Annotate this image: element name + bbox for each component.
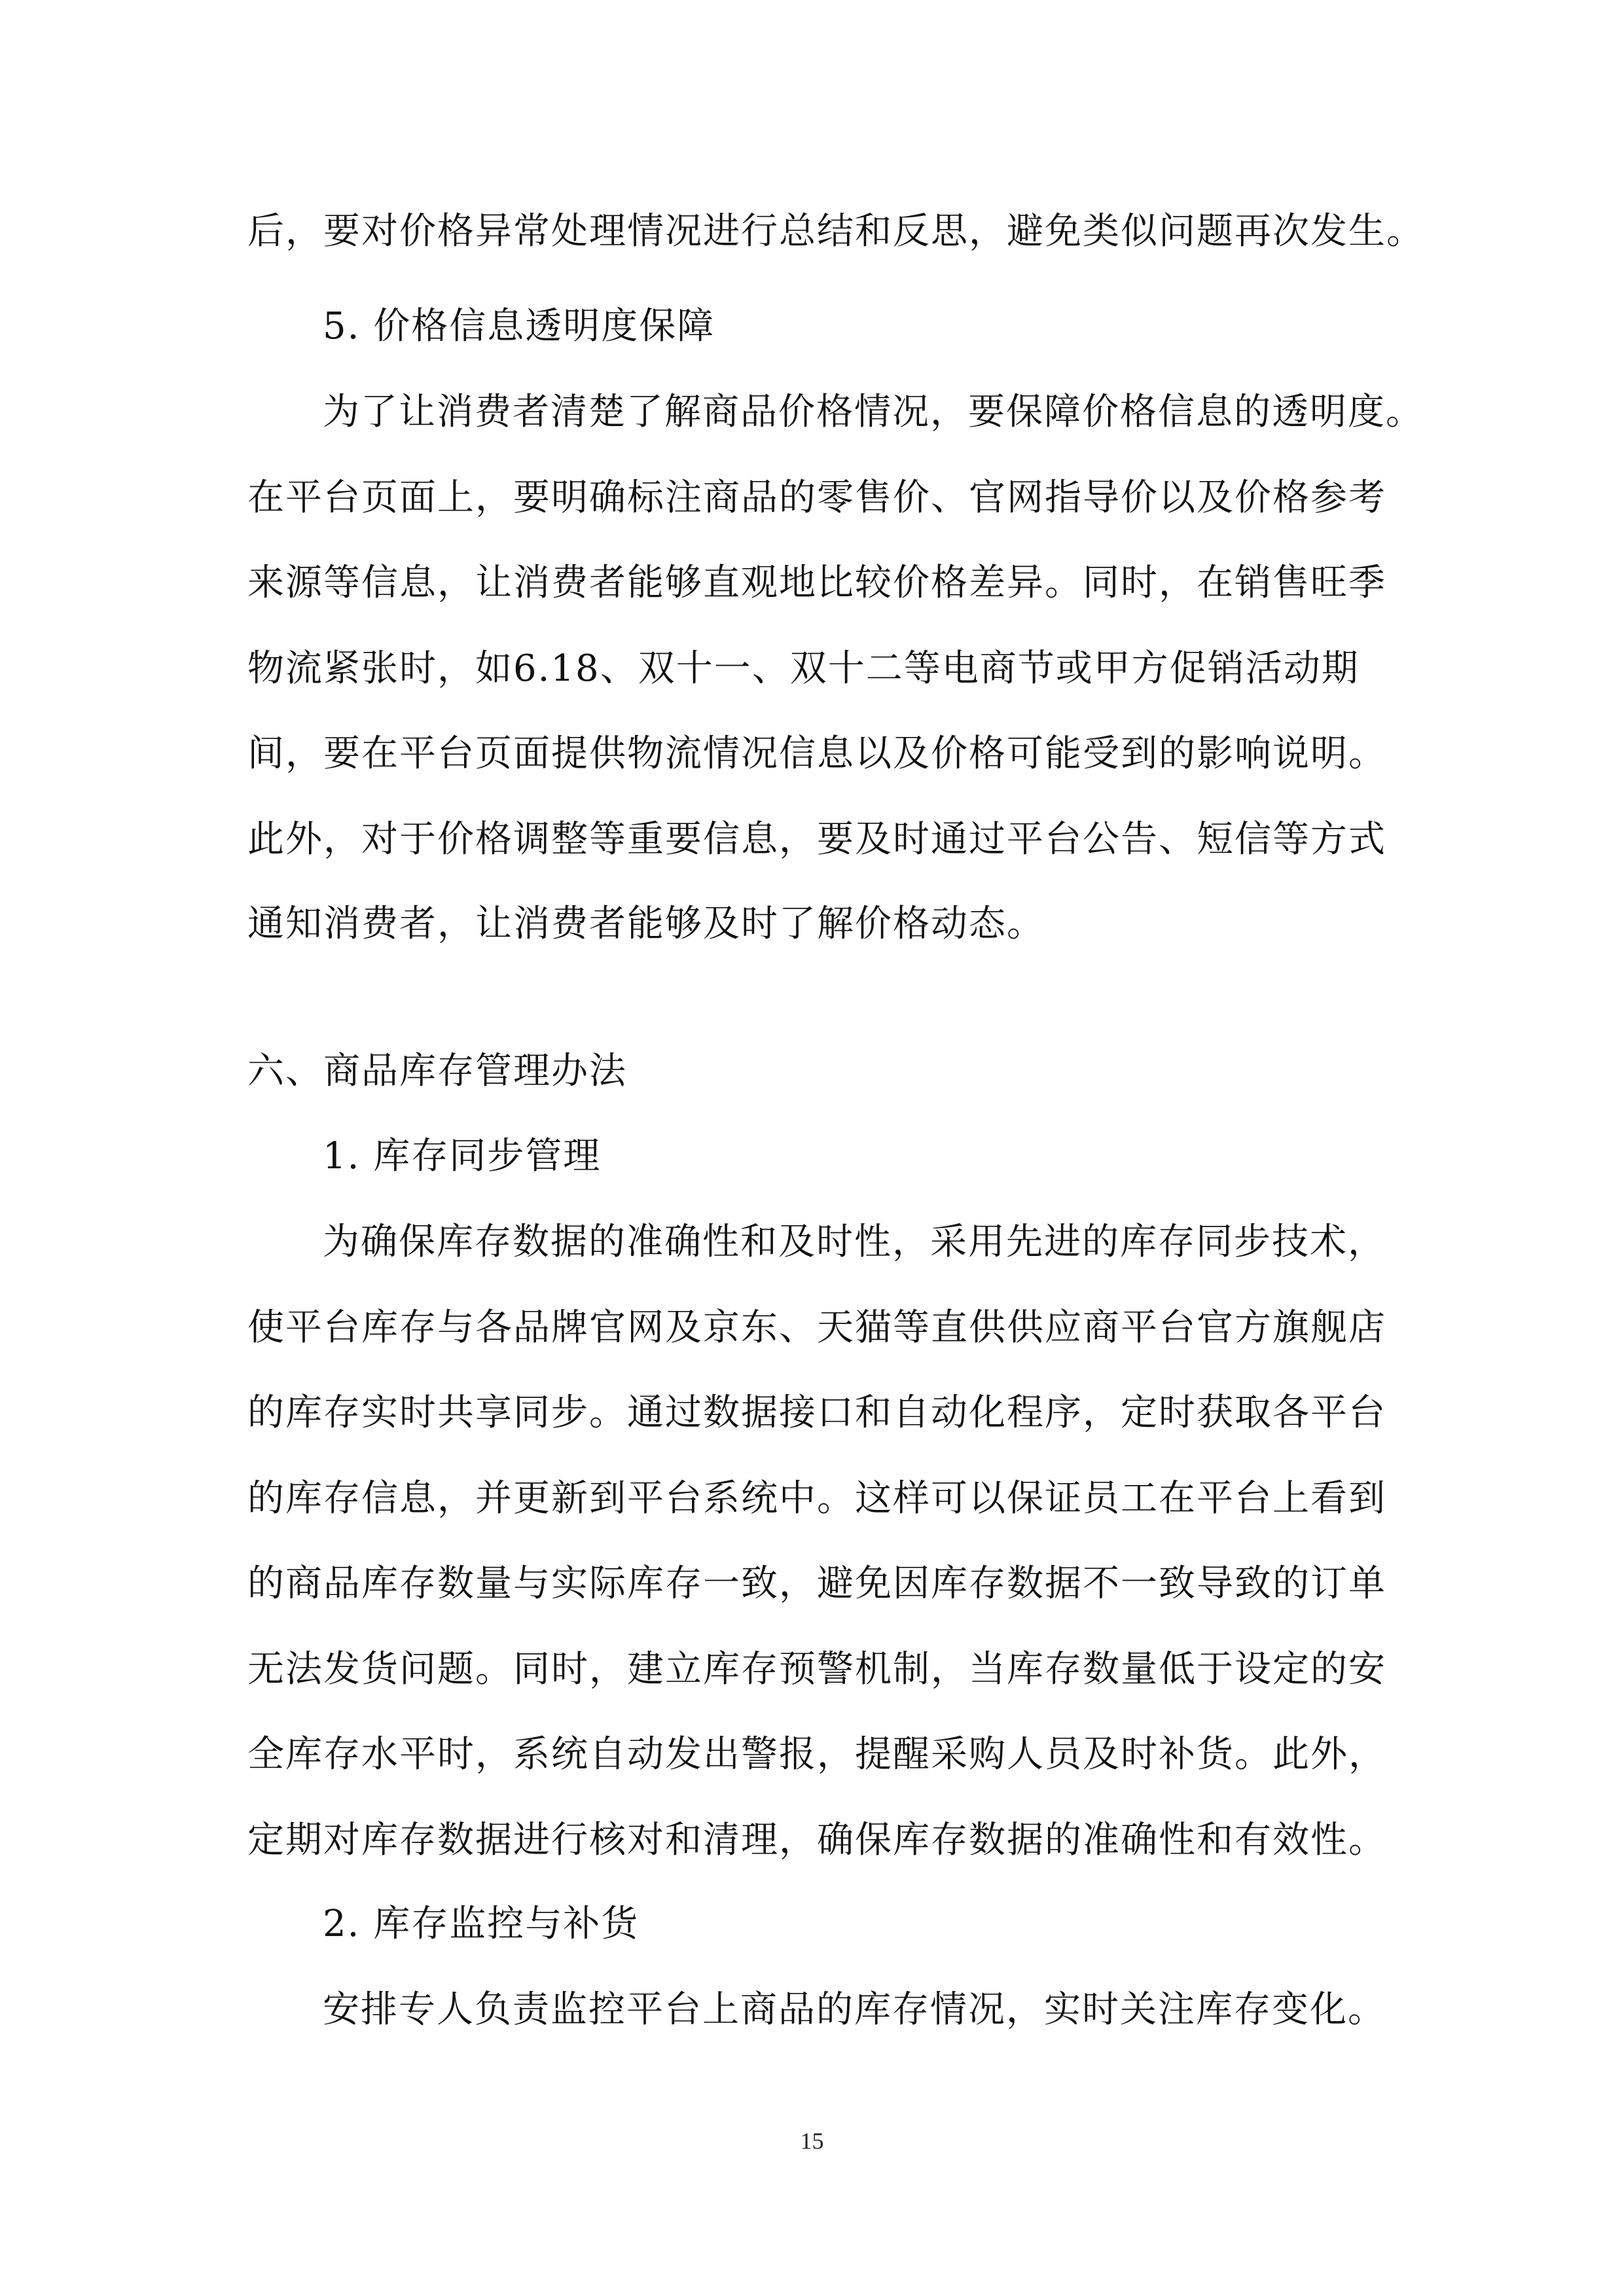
- chapter-title: 六、商品库存管理办法: [247, 1050, 627, 1092]
- paragraph-line: 在平台页面上，要明确标注商品的零售价、官网指导价以及价格参考: [247, 476, 1386, 519]
- paragraph-line: 全库存水平时，系统自动发出警报，提醒采购人员及时补货。此外，: [247, 1733, 1386, 1776]
- paragraph-line: 来源等信息，让消费者能够直观地比较价格差异。同时，在销售旺季: [247, 562, 1386, 604]
- paragraph-line: 的商品库存数量与实际库存一致，避免因库存数据不一致导致的订单: [247, 1562, 1386, 1605]
- paragraph-line: 间，要在平台页面提供物流情况信息以及价格可能受到的影响说明。: [247, 732, 1386, 775]
- paragraph-line: 为确保库存数据的准确性和及时性，采用先进的库存同步技术，: [323, 1221, 1386, 1263]
- paragraph-line: 为了让消费者清楚了解商品价格情况，要保障价格信息的透明度。: [323, 391, 1424, 433]
- paragraph-line: 定期对库存数据进行核对和清理，确保库存数据的准确性和有效性。: [247, 1819, 1386, 1861]
- paragraph-line: 的库存信息，并更新到平台系统中。这样可以保证员工在平台上看到: [247, 1477, 1386, 1520]
- paragraph-line: 使平台库存与各品牌官网及京东、天猫等直供供应商平台官方旗舰店: [247, 1306, 1386, 1349]
- paragraph-line: 的库存实时共享同步。通过数据接口和自动化程序，定时获取各平台: [247, 1391, 1386, 1434]
- section-heading: 2. 库存监控与补货: [323, 1903, 640, 1945]
- section-heading: 5. 价格信息透明度保障: [323, 305, 715, 348]
- paragraph-line: 此外，对于价格调整等重要信息，要及时通过平台公告、短信等方式: [247, 818, 1386, 861]
- paragraph-line: 安排专人负责监控平台上商品的库存情况，实时关注库存变化。: [323, 1988, 1386, 2031]
- paragraph-line: 无法发货问题。同时，建立库存预警机制，当库存数量低于设定的安: [247, 1648, 1386, 1691]
- paragraph-line: 物流紧张时，如6.18、双十一、双十二等电商节或甲方促销活动期: [247, 647, 1360, 690]
- page-number: 15: [800, 2128, 824, 2154]
- section-heading: 1. 库存同步管理: [323, 1135, 602, 1177]
- paragraph-line: 通知消费者，让消费者能够及时了解价格动态。: [247, 903, 1045, 945]
- paragraph-line: 后，要对价格异常处理情况进行总结和反思，避免类似问题再次发生。: [247, 210, 1424, 253]
